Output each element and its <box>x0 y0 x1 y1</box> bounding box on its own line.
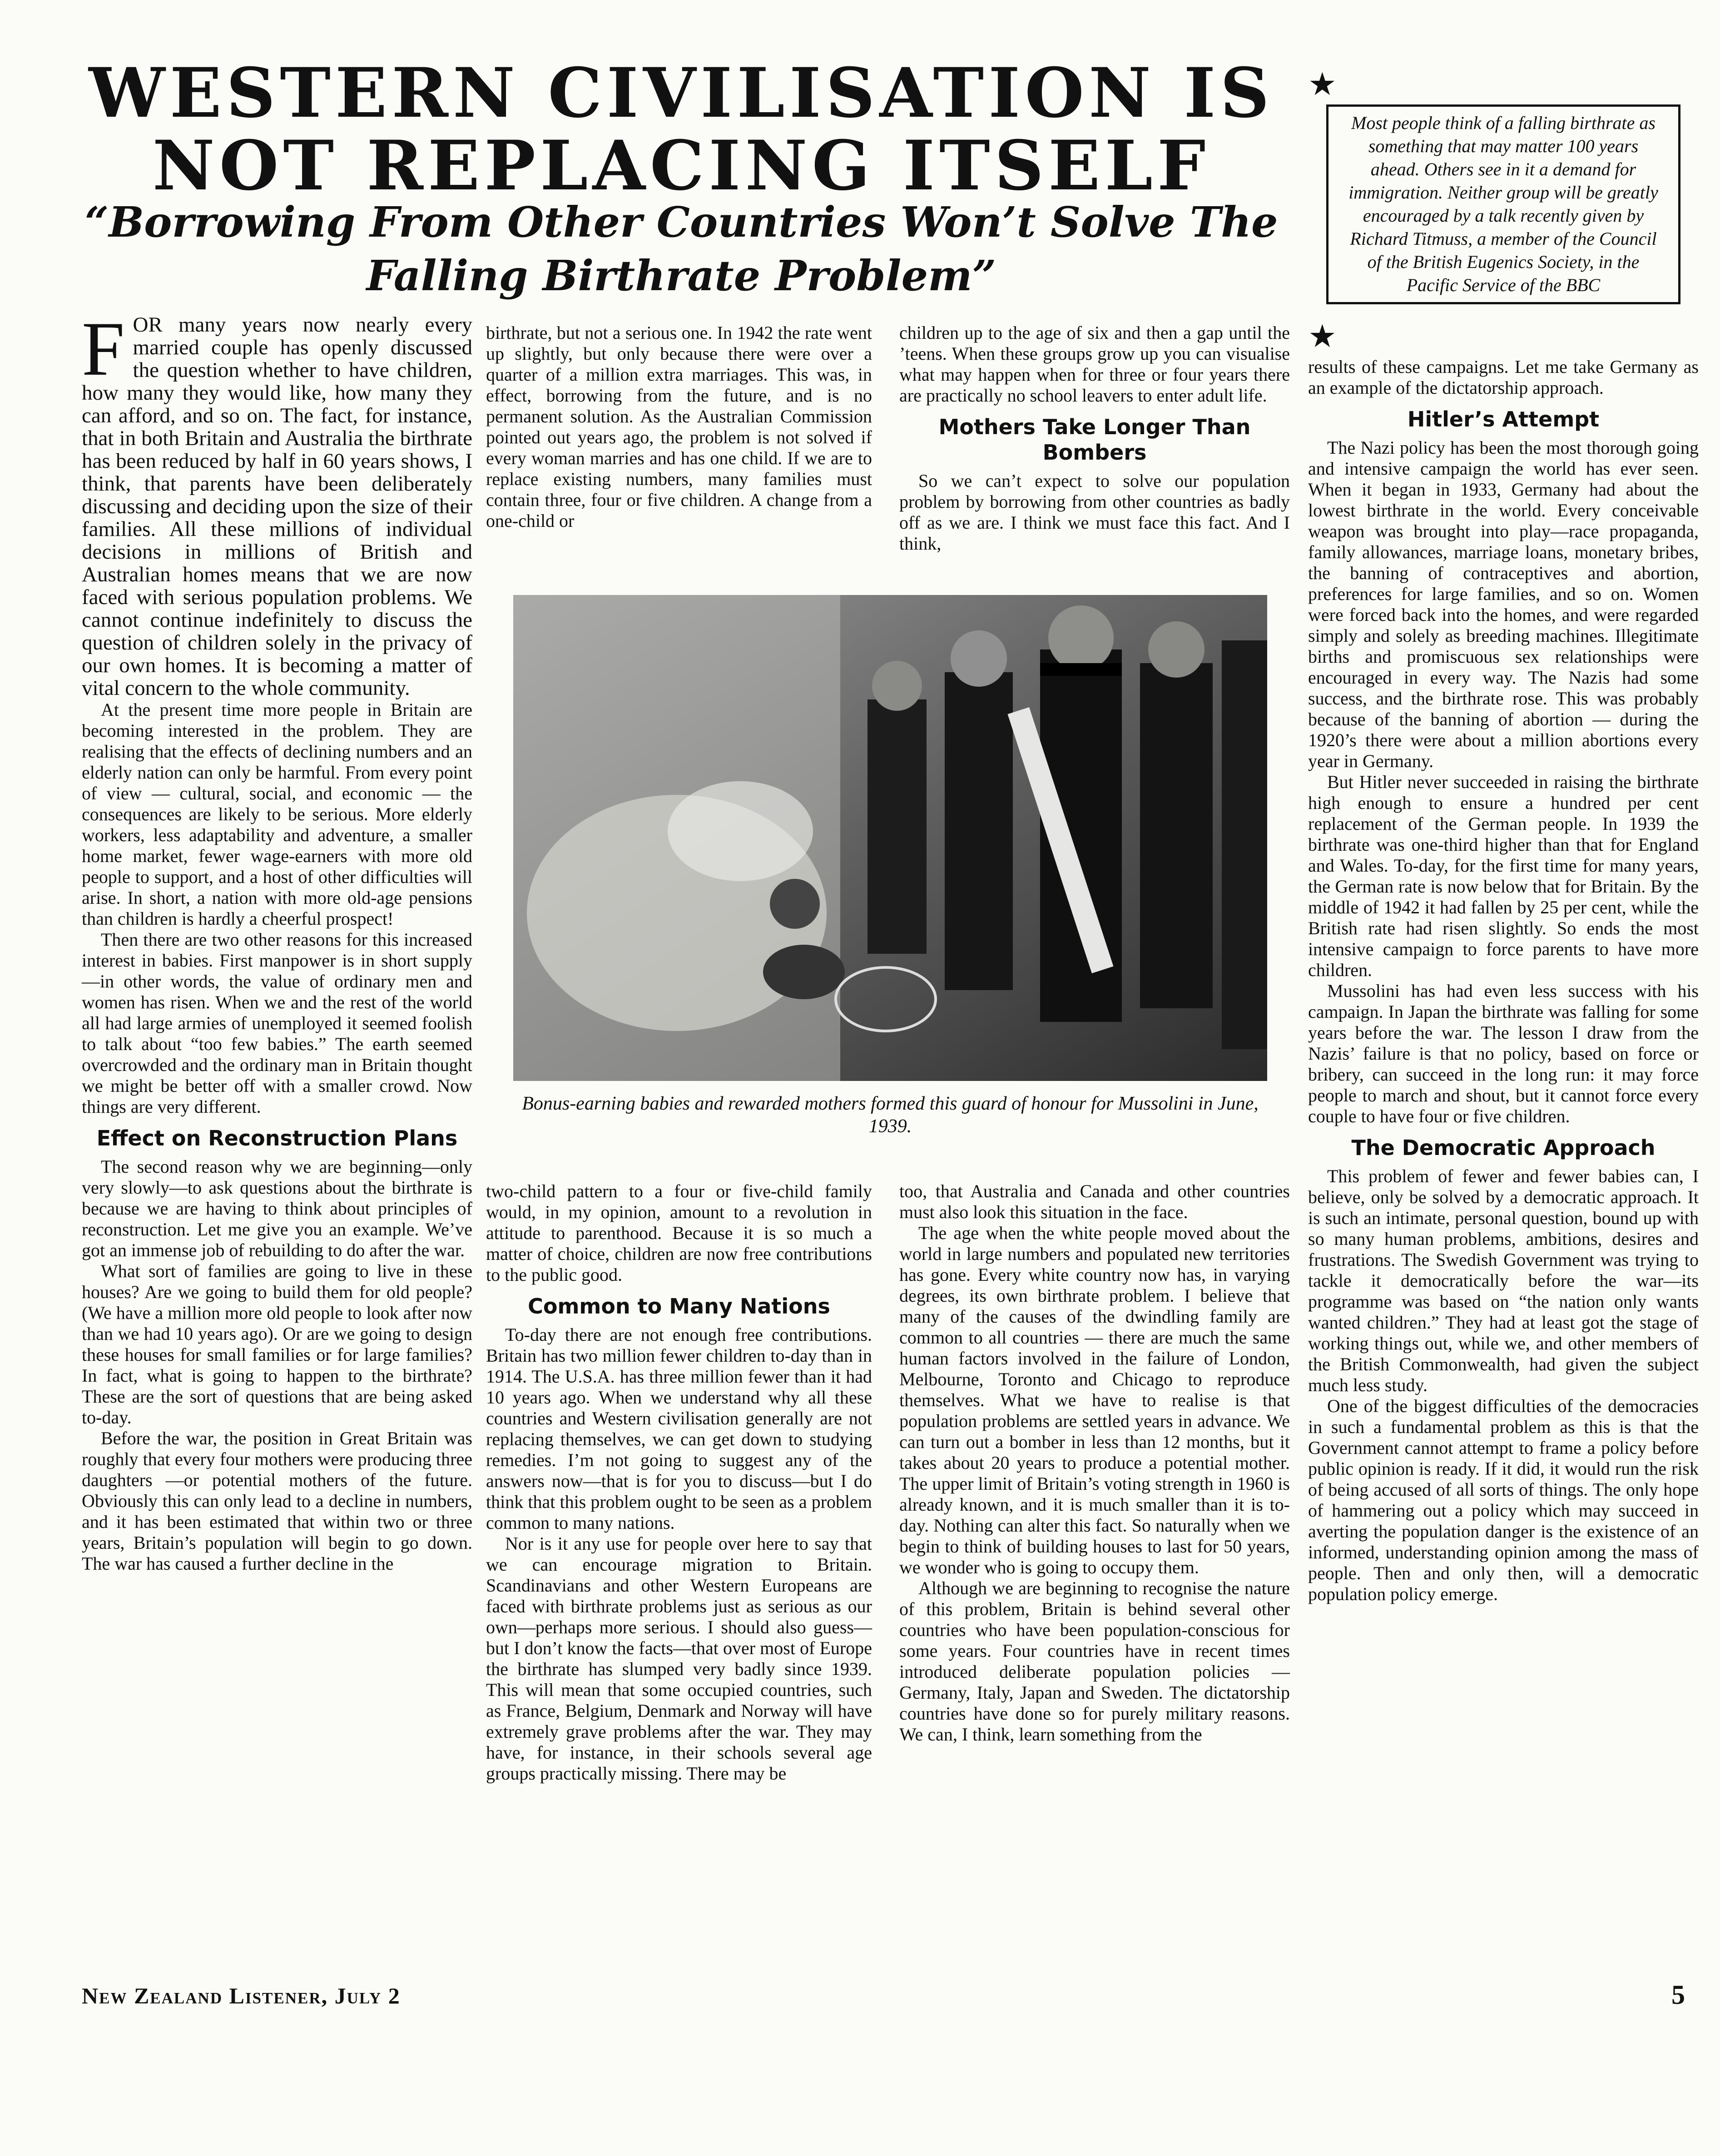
paragraph: birthrate, but not a serious one. In 1942 the rate went up slightly, but only because there were over a quarter of a million extra marriages. This was, in effect, borrowing from the future, and is no permanent solution. As the Australian Commission pointed out years ago, the problem is not solved if every woman marries and has one child. If we are to replace existing numbers, many families must contain three, four or five children. A change from a one-child or <box>486 322 872 531</box>
paragraph: children up to the age of six and then a gap until the ’teens. When these groups grow up you can visualise what may happen when for three or four years there are practically no school leavers to enter adult life. <box>899 322 1290 406</box>
column-2-bottom <box>486 1181 872 1784</box>
section-heading: Hitler’s Attempt <box>1407 407 1600 431</box>
paragraph: To-day there are not enough free contributions. Britain has two million fewer children to-day than in 1914. The U.S.A. has three million fewer than it had 10 years ago. When we understand why all these countries and Western civilisation generally are not replacing themselves, we can get down to studying remedies. I’m not going to suggest any of the answers now—that is for you to discuss—but I do think that this problem ought to be seen as a problem common to many nations. <box>486 1324 872 1533</box>
page-number: 5 <box>1671 1980 1685 2010</box>
paragraph: two-child pattern to a four or five-child family would, in my opinion, amount to a revolution in attitude to parenthood. Because it is so much a matter of choice, children are now free contributions to the public good. <box>486 1181 872 1285</box>
paragraph: Mussolini has had even less success with his campaign. In Japan the birthrate was falling for some years before the war. The lesson I draw from the Nazis’ failure is that no policy, based on force or bribery, can succeed in the long run: it may force people to march and shout, but it cannot force every couple to have four or five children. <box>1308 981 1699 1126</box>
paragraph: So we can’t expect to solve our population problem by borrowing from other countries as badly off as we are. I think we must face this fact. And I think, <box>899 471 1290 554</box>
footer: New Zealand Listener, July 2 <box>82 1983 401 2008</box>
paragraph: Then there are two other reasons for this increased interest in babies. First manpower is in short supply—in other words, the value of ordinary men and women has risen. When we and the rest of the world all had large armies of unemployed it seemed foolish to talk about “too few babies.” The earth seemed overcrowded and the ordinary man in Britain thought we might be better off with a smaller crowd. Now things are very different. <box>82 929 472 1117</box>
intro-text: Most people think of a falling birthrate as something that may matter 100 years ahead. Others see in it a demand for immigration. Neither group will be greatly encouraged by a talk recently given by Richard Titmuss, a member of the Council of the British Eugenics Society, in the Pacific Service of the BBC <box>1348 113 1658 295</box>
photo-caption: Bonus-earning babies and rewarded mothers formed this guard of honour for Mussolini in June, 1939. <box>522 1093 1259 1137</box>
column-3-bottom <box>899 1181 1290 1745</box>
paragraph: OR many years now nearly every married couple has openly discussed the question whether to have children, how many they would like, how many they can afford, and so on. The fact, for instance, that in both Britain and Australia the birthrate has been reduced by half in 60 years shows, I think, that parents have been deliberately discussing and deciding upon the size of their families. All these millions of individual decisions in millions of British and Australian homes means that we are now faced with serious population problems. We cannot continue indefinitely to discuss the question of children solely in the privacy of our own homes. It is becoming a matter of vital concern to the whole community. <box>82 313 472 700</box>
star-icon: ★ <box>1308 65 1337 103</box>
section-heading: Common to Many Nations <box>528 1294 830 1318</box>
section-heading: Effect on Reconstruction Plans <box>96 1126 458 1150</box>
subheadline: “Borrowing From Other Countries Won’t Solve The Falling Birthrate Problem” <box>84 198 1278 300</box>
photo-image <box>513 595 1267 1081</box>
intro-box <box>1326 104 1680 304</box>
headline: WESTERN CIVILISATION IS NOT REPLACING ITSELF <box>89 53 1274 206</box>
paragraph: Before the war, the position in Great Britain was roughly that every four mothers were producing three daughters —or potential mothers of the future. Obviously this can only lead to a decline in numbers, and it has been estimated that within two or three years, Britain’s population will begin to go down. The war has caused a further decline in the <box>82 1428 472 1574</box>
section-heading: Mothers Take Longer Than Bombers <box>938 415 1251 465</box>
paragraph: At the present time more people in Britain are becoming interested in the problem. They are realising that the effects of declining numbers and an elderly nation can only be harmful. From every point of view — cultural, social, and economic — the consequences are likely to be serious. More elderly workers, less adaptability and adventure, a smaller home market, fewer wage-earners with more old people to support, and a host of other difficulties will arise. In short, a nation with more old-age pensions than children is hardly a cheerful prospect! <box>82 699 472 929</box>
paragraph: The Nazi policy has been the most thorough going and intensive campaign the world has ever seen. When it began in 1933, Germany had about the lowest birthrate in the world. Every conceivable weapon was brought into play—race propaganda, family allowances, marriage loans, monetary bribes, the banning of contraceptives and abortion, preferences for large families, and so on. Women were forced back into the homes, and were regarded simply and solely as breeding machines. Illegitimate births and promiscuous sex relationships were encouraged in every way. The Nazis had some success, and the birthrate rose. This was probably because of the banning of abortion — during the 1920’s there were about a million abortions every year in Germany. <box>1308 437 1699 771</box>
paragraph: This problem of fewer and fewer babies can, I believe, only be solved by a democratic approach. It is such an intimate, personal question, bound up with so many human problems, ambitions, desires and frustrations. The Swedish Government was trying to tackle it democratically before the war—its programme was based on “the nation only wants wanted children.” They had at least got the stage of working things out, while we, and other members of the British Commonwealth, had given the subject much less study. <box>1308 1166 1699 1395</box>
paragraph: too, that Australia and Canada and other countries must also look this situation in the face. <box>899 1181 1290 1222</box>
photo <box>513 595 1267 1081</box>
paragraph: Although we are beginning to recognise the nature of this problem, Britain is behind several other countries who have been population-conscious for some years. Four countries have in recent times introduced deliberate population policies — Germany, Italy, Japan and Sweden. The dictatorship countries have done so for purely military reasons. We can, I think, learn something from the <box>899 1578 1290 1745</box>
drop-cap: F <box>82 306 125 392</box>
paragraph: What sort of families are going to live in these houses? Are we going to build them for old people? (We have a million more old people to look after now than we had 10 years ago). Or are we going to design these houses for small families or for large families? In fact, what is going to happen to the birthrate? These are the sort of questions that are being asked to-day. <box>82 1261 472 1427</box>
section-heading: The Democratic Approach <box>1351 1135 1656 1160</box>
paragraph: results of these campaigns. Let me take Germany as an example of the dictatorship approach. <box>1308 357 1699 398</box>
paragraph: Nor is it any use for people over here to say that we can encourage migration to Britain. Scandinavians and other Western Europeans are faced with birthrate problems just as serious as our own—perhaps more serious. I should also guess—but I don’t know the facts—that over most of Europe the birthrate has slumped very badly since 1939. This will mean that some occupied countries, such as France, Belgium, Denmark and Norway will have extremely grave problems after the war. They may have, for instance, in their schools several age groups practically missing. There may be <box>486 1533 872 1784</box>
paragraph: The age when the white people moved about the world in large numbers and populated new territories has gone. Every white country now has, in varying degrees, its own birthrate problem. I believe that many of the causes of the dwindling family are common to all countries — there are much the same human factors involved in the failure of London, Melbourne, Toronto and Chicago to reproduce themselves. What we have to realise is that population problems are settled years in advance. We can turn out a bomber in less than 12 months, but it takes about 20 years to produce a potential mother. The upper limit of Britain’s voting strength in 1960 is already known, and it is much smaller than it is to-day. Nothing can alter this fact. So naturally when we begin to think of building houses to last for 50 years, we wonder who is going to occupy them. <box>899 1223 1290 1577</box>
column-3-top <box>899 322 1290 554</box>
paragraph: But Hitler never succeeded in raising the birthrate high enough to ensure a hundred per cent replacement of the German people. In 1939 the birthrate was one-third higher than that for England and Wales. To-day, for the first time for many years, the German rate is now below that for Britain. By the middle of 1942 it had fallen by 25 per cent, while the British rate had risen slightly. So ends the most intensive campaign to force parents to have more children. <box>1308 772 1699 980</box>
star-icon: ★ <box>1308 317 1337 355</box>
column-1 <box>82 306 472 1574</box>
paragraph: One of the biggest difficulties of the democracies in such a fundamental problem as this is that the Government cannot attempt to frame a policy before public opinion is ready. If it did, it would run the risk of being accused of all sorts of things. The only hope of hammering out a policy which may succeed in averting the population danger is the existence of an informed, understanding opinion among the mass of people. Then and only then, will a democratic population policy emerge. <box>1308 1396 1699 1604</box>
paragraph: The second reason why we are beginning—only very slowly—to ask questions about the birthrate is because we are having to think about principles of reconstruction. Let me give you an example. We’ve got an immense job of rebuilding to do after the war. <box>82 1156 472 1260</box>
column-4 <box>1308 357 1699 1605</box>
column-2-top <box>486 322 872 531</box>
